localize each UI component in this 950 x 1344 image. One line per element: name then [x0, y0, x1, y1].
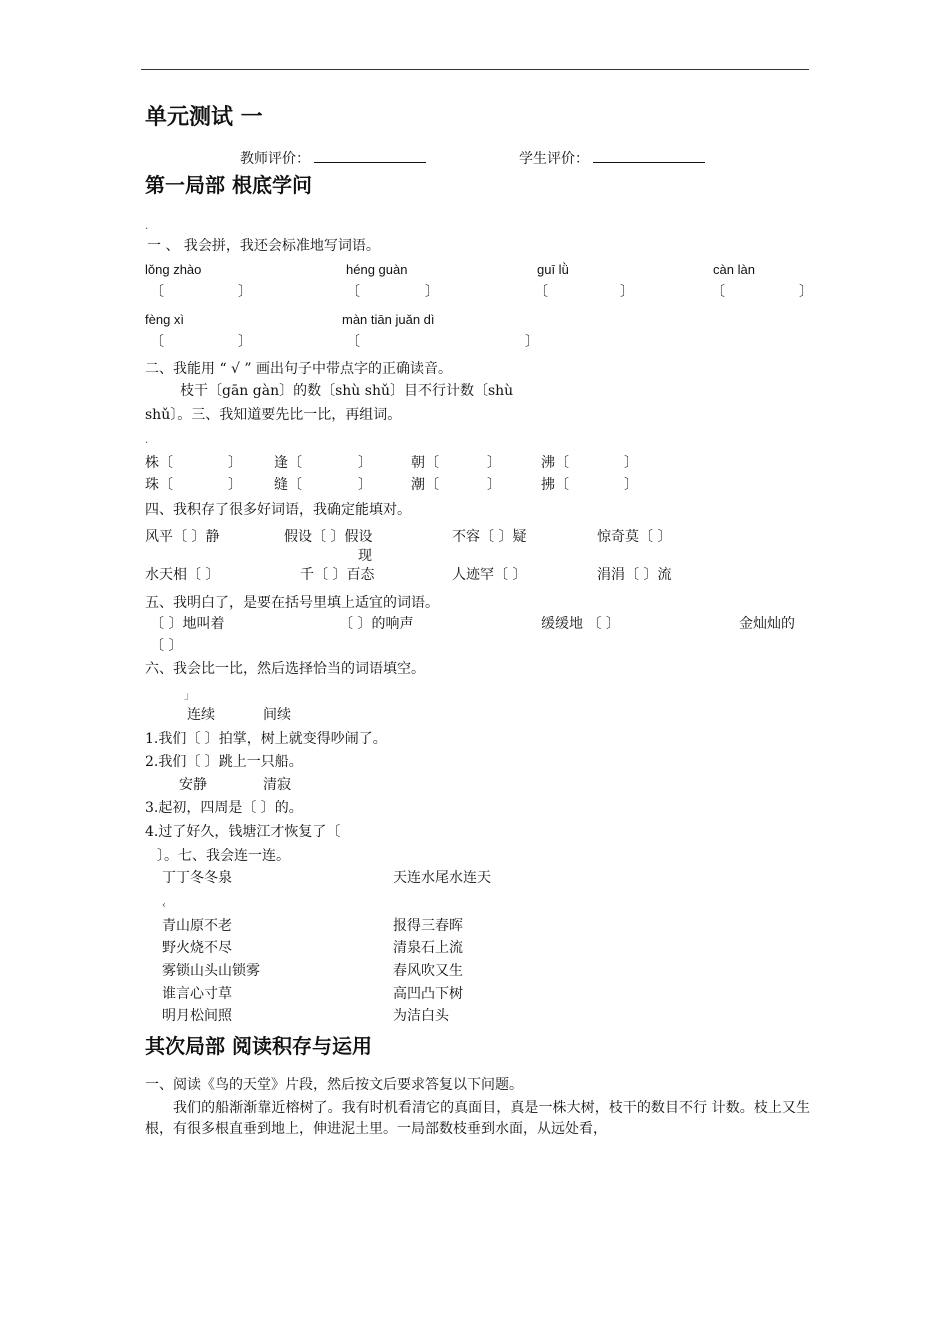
q5-item-2[interactable]: 〔 〕的响声 — [339, 616, 414, 632]
q2-line-2: shǔ〕。三、我知道要先比一比，再组词。 — [145, 407, 402, 423]
answer-bracket-3-open[interactable]: 〔 — [534, 284, 548, 300]
match-right-6[interactable]: 为洁白头 — [393, 1008, 449, 1024]
q4-idiom-2[interactable]: 假设〔 〕假设 — [284, 529, 373, 545]
answer-bracket-6-close: 〕 — [525, 334, 539, 350]
dot-mark-2: . — [145, 435, 149, 446]
q3-close: 〕 — [624, 455, 638, 471]
match-left-2[interactable]: 青山原不老 — [162, 918, 232, 934]
q5-item-4[interactable]: 金灿灿的 — [739, 616, 795, 632]
q3-item-5[interactable]: 珠〔 — [145, 477, 173, 493]
q3-close: 〕 — [228, 477, 242, 493]
part1-heading: 第一局部 根底学问 — [145, 173, 312, 197]
q6-title: 六、我会比一比，然后选择恰当的词语填空。 — [145, 661, 425, 677]
q3-close: 〕 — [228, 455, 242, 471]
part2-heading: 其次局部 阅读积存与运用 — [145, 1034, 372, 1058]
match-left-6[interactable]: 明月松间照 — [162, 1008, 232, 1024]
student-eval-label: 学生评价： — [519, 151, 589, 167]
q3-close: 〕 — [487, 455, 501, 471]
match-left-1[interactable]: 丁丁冬冬泉 — [162, 870, 232, 886]
q1-title: 一 、 我会拼，我还会标准地写词语。 — [147, 238, 380, 254]
q4-idiom-3[interactable]: 不容〔 〕疑 — [452, 529, 527, 545]
q6-choice-1: 连续 — [187, 707, 215, 723]
q4-idiom-4[interactable]: 惊奇莫〔 〕 — [597, 529, 672, 545]
q4-idiom-5[interactable]: 水天相〔 〕 — [145, 567, 220, 583]
student-eval-blank[interactable] — [593, 150, 705, 163]
q6-sentence-2[interactable]: 2.我们〔 〕跳上一只船。 — [145, 754, 303, 770]
q3-close: 〕 — [487, 477, 501, 493]
student-eval — [519, 150, 705, 168]
q3-item-7[interactable]: 潮〔 — [411, 477, 439, 493]
q4-idiom-8[interactable]: 涓涓〔 〕流 — [597, 567, 672, 583]
match-right-1[interactable]: 天连水尾水连天 — [393, 870, 491, 886]
q6-choice-4: 清寂 — [263, 777, 291, 793]
q4-title: 四、我积存了很多好词语，我确定能填对。 — [145, 502, 411, 518]
page-title: 单元测试 一 — [145, 105, 263, 130]
q6-choice-3: 安静 — [179, 777, 207, 793]
answer-bracket-6-open[interactable]: 〔 — [346, 334, 360, 350]
q4-idiom-6[interactable]: 千〔 〕百态 — [300, 567, 375, 583]
answer-bracket-1-close: 〕 — [238, 284, 252, 300]
q4-idiom-1[interactable]: 风平〔 〕静 — [145, 529, 220, 545]
reading-passage: 我们的船渐渐靠近榕树了。我有时机看清它的真面目，真是一株大树，枝干的数目不行 计数。枝上又生根，有很多根直垂到地上，伸进泥土里。一局部数枝垂到水面，从远处看， — [145, 1100, 810, 1137]
answer-bracket-3-close: 〕 — [620, 284, 634, 300]
q3-item-6[interactable]: 缝〔 — [274, 477, 302, 493]
q2-title: 二、我能用 “ √ ” 画出句子中带点字的正确读音。 — [145, 361, 453, 377]
pinyin-2: héng guàn — [346, 262, 408, 277]
q3-close: 〕 — [624, 477, 638, 493]
q6-choice-2: 间续 — [263, 707, 291, 723]
q3-close: 〕 — [358, 477, 372, 493]
pinyin-5: fèng xì — [145, 312, 185, 327]
q2-line-1: 枝干〔gān gàn〕的数〔shù shǔ〕目不行计数〔shù — [180, 383, 514, 399]
q6-sentence-3[interactable]: 3.起初，四周是〔 〕的。 — [145, 800, 303, 816]
match-left-4[interactable]: 雾锁山头山锁雾 — [162, 963, 260, 979]
match-right-4[interactable]: 春风吹又生 — [393, 963, 463, 979]
answer-bracket-2-open[interactable]: 〔 — [346, 284, 360, 300]
match-right-2[interactable]: 报得三春晖 — [393, 918, 463, 934]
match-right-5[interactable]: 高凹凸下树 — [393, 986, 463, 1002]
answer-bracket-4-close: 〕 — [799, 284, 813, 300]
match-left-3[interactable]: 野火烧不尽 — [162, 940, 232, 956]
pinyin-1: lǒng zhào — [145, 262, 202, 277]
q6-sentence-1[interactable]: 1.我们〔 〕拍掌，树上就变得吵闹了。 — [145, 731, 387, 747]
match-left-5[interactable]: 谁言心寸草 — [162, 986, 232, 1002]
answer-bracket-1-open[interactable]: 〔 — [150, 284, 164, 300]
q3-item-4[interactable]: 沸〔 — [541, 455, 569, 471]
part2-q1-title: 一、阅读《鸟的天堂》片段，然后按文后要求答复以下问题。 — [145, 1077, 523, 1093]
q5-tail[interactable]: 〔 〕 — [150, 638, 183, 654]
q3-close: 〕 — [358, 455, 372, 471]
match-right-3[interactable]: 清泉石上流 — [393, 940, 463, 956]
dot-mark: . — [145, 221, 149, 232]
answer-bracket-5-open[interactable]: 〔 — [150, 334, 164, 350]
q6-sentence-4b: 〕。七、我会连一连。 — [157, 848, 290, 864]
q6-sentence-4[interactable]: 4.过了好久，钱塘江才恢复了〔 — [145, 824, 341, 840]
teacher-eval-blank[interactable] — [314, 150, 426, 163]
q3-item-3[interactable]: 朝〔 — [411, 455, 439, 471]
pinyin-3: guī lǜ — [537, 262, 569, 277]
q5-item-3[interactable]: 缓缓地 〔 〕 — [541, 616, 620, 632]
pinyin-4: càn làn — [713, 262, 755, 277]
q5-title: 五、我明白了，是要在括号里填上适宜的词语。 — [145, 595, 439, 611]
header-rule — [141, 69, 809, 70]
answer-bracket-2-close: 〕 — [425, 284, 439, 300]
q3-item-2[interactable]: 逢〔 — [274, 455, 302, 471]
q7-mark: ‹ — [162, 900, 166, 911]
answer-bracket-5-close: 〕 — [238, 334, 252, 350]
teacher-eval — [240, 150, 426, 168]
q4-idiom-7[interactable]: 人迹罕〔 〕 — [452, 567, 527, 583]
pinyin-6: màn tiān juǎn dì — [342, 312, 435, 327]
q5-item-1[interactable]: 〔 〕地叫着 — [150, 616, 225, 632]
teacher-eval-label: 教师评价： — [240, 151, 310, 167]
q4-extra-char: 现 — [358, 548, 372, 564]
q3-item-1[interactable]: 株〔 — [145, 455, 173, 471]
q3-item-8[interactable]: 拂〔 — [541, 477, 569, 493]
answer-bracket-4-open[interactable]: 〔 — [711, 284, 725, 300]
q6-mark: 」 — [184, 691, 194, 702]
